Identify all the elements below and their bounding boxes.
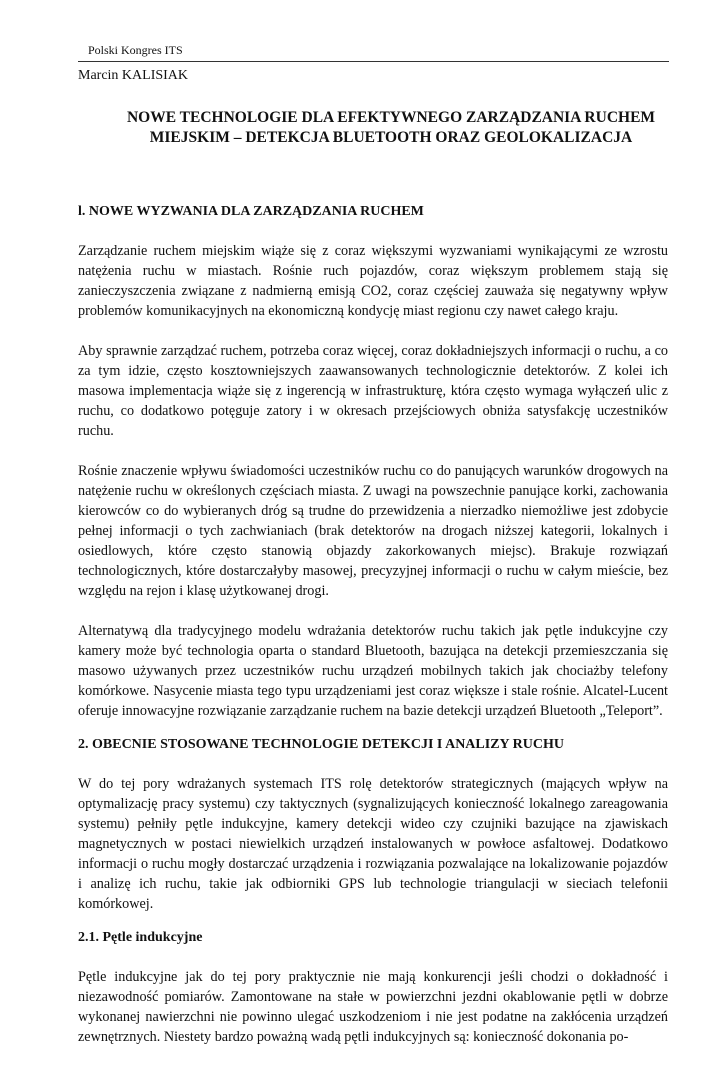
paragraph: Aby sprawnie zarządzać ruchem, potrzeba coraz więcej, coraz dokładniejszych informacji o ruchu, a co za tym idzie, często kosztowniejszych zaawansowanych technologicznie detektorów. Z kolei ich masowa implementacja wiąże się z ingerencją w infrastrukturę, która często wymaga wyłączeń ulic z ruchu, co dodatkowo potęguje zatory i w okresach przejściowych obniża satysfakcję uczestników ruchu. [78, 343, 668, 439]
author-name: Marcin KALISIAK [78, 68, 189, 83]
paragraph: Rośnie znaczenie wpływu świadomości uczestników ruchu co do panujących warunków drogowych na natężenie ruchu w określonych częściach miasta. Z uwagi na powszechnie panujące korki, zachowania kierowców co do wybieranych dróg są trudne do przewidzenia a nierzadko niemożliwe jest zdobycie pełnej informacji o tych zachwianiach (brak detektorów na drogach niższej kategorii, lokalnych i osiedlowych, które często stanowią objazdy zakorkowanych miejsc). Brakuje rozwiązań technologicznych, które dostarczałyby masowej, precyzyjnej informacji o ruchu w całym mieście, bez względu na rejon i klasę użytkowanej drogi. [78, 463, 668, 599]
section-heading-1: l. NOWE WYZWANIA DLA ZARZĄDZANIA RUCHEM [78, 204, 424, 219]
paragraph: Pętle indukcyjne jak do tej pory praktycznie nie mają konkurencji jeśli chodzi o dokładność i niezawodność pomiarów. Zamontowane na stałe w powierzchni jezdni okablowanie pętli w dobrze wykonanej nawierzchni nie powinno ulegać uszkodzeniom i nie jest podatne na zakłócenia urządzeń zewnętrznych. Niestety bardzo poważną wadą pętli indukcyjnych są: konieczność dokonania po- [78, 969, 668, 1045]
subsection-heading-2-1: 2.1. Pętle indukcyjne [78, 930, 203, 945]
paper-title: NOWE TECHNOLOGIE DLA EFEKTYWNEGO ZARZĄDZANIA RUCHEM MIEJSKIM – DETEKCJA BLUETOOTH ORAZ GEOLOKALIZACJA [126, 109, 656, 146]
paragraph: W do tej pory wdrażanych systemach ITS rolę detektorów strategicznych (mających wpływ na optymalizację pracy systemu) czy taktycznych (sygnalizujących konieczność lokalnego zareagowania systemu) pełniły pętle indukcyjne, kamery detekcji wideo czy czujniki bazujące na zjawiskach magnetycznych w postaci niewielkich urządzeń instalowanych w powłoce asfaltowej. Dodatkowo informacji o ruchu mogły dostarczać urządzenia i rozwiązania pozwalające na lokalizowanie pojazdów i analizę ich ruchu, takie jak odbiorniki GPS lub technologie triangulacji w sieciach telefonii komórkowej. [78, 776, 668, 912]
paragraph: Alternatywą dla tradycyjnego modelu wdrażania detektorów ruchu takich jak pętle indukcyjne czy kamery może być technologia oparta o standard Bluetooth, bazująca na detekcji przemieszczania się masowo używanych przez uczestników ruchu urządzeń mobilnych takich jak chociażby telefony komórkowe. Nasycenie miasta tego typu urządzeniami jest coraz większe i stale rośnie. Alcatel-Lucent oferuje innowacyjne rozwiązanie zarządzanie ruchem na bazie detekcji urządzeń Bluetooth „Teleport”. [78, 623, 668, 719]
paragraph: Zarządzanie ruchem miejskim wiąże się z coraz większymi wyzwaniami wynikającymi ze wzrostu natężenia ruchu w miastach. Rośnie ruch pojazdów, coraz większym problemem stają się zanieczyszczenia związane z nadmierną emisją CO2, coraz częściej zauważa się negatywny wpływ problemów komunikacyjnych na ekonomiczną kondycję miast regionu czy nawet całego kraju. [78, 243, 668, 319]
running-header: Polski Kongres ITS [88, 43, 183, 57]
article-body [78, 202, 668, 1067]
header-divider [78, 61, 669, 62]
section-heading-2: 2. OBECNIE STOSOWANE TECHNOLOGIE DETEKCJI I ANALIZY RUCHU [78, 737, 564, 752]
